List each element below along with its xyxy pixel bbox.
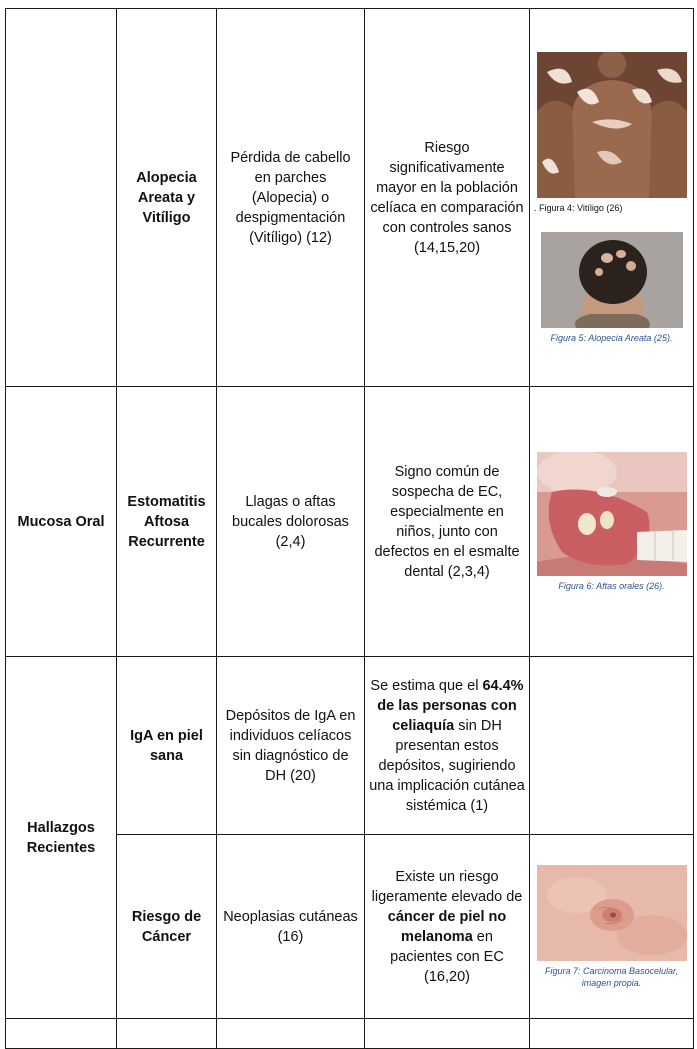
partial-cell-3 bbox=[217, 1019, 365, 1049]
relevance-iga-pre: Se estima que el bbox=[370, 677, 483, 694]
table-row-alopecia bbox=[6, 9, 694, 387]
alopecia-photo bbox=[541, 232, 683, 328]
oral-aphthae-photo bbox=[537, 452, 687, 576]
relevance-cancer bbox=[365, 835, 530, 1019]
description-iga: Depósitos de IgA en individuos celíacos sin diagnóstico de DH (20) bbox=[217, 657, 365, 835]
figure-4-caption: . Figura 4: Vitíligo (26) bbox=[534, 202, 623, 213]
basal-cell-carcinoma-photo bbox=[537, 865, 687, 961]
figure-7-caption: Figura 7: Carcinoma Basocelular, imagen propia. bbox=[544, 965, 679, 988]
relevance-iga-post: sin DH presentan estos depósitos, sugiriendo una implicación cutánea sistémica (1) bbox=[369, 717, 525, 814]
description-oral: Llagas o aftas bucales dolorosas (2,4) bbox=[217, 387, 365, 657]
description-cancer: Neoplasias cutáneas (16) bbox=[217, 835, 365, 1019]
partial-cell-5 bbox=[530, 1019, 694, 1049]
relevance-oral: Signo común de sospecha de EC, especialmente en niños, junto con defectos en el esmalte dental (2,3,4) bbox=[365, 387, 530, 657]
clinical-table bbox=[5, 8, 694, 1049]
condition-alopecia-vitiligo: Alopecia Areata y Vitíligo bbox=[117, 9, 217, 387]
relevance-cancer-pre: Existe un riesgo ligeramente elevado de bbox=[371, 868, 523, 905]
table-row-iga bbox=[6, 657, 694, 835]
figure-cell-iga-empty bbox=[530, 657, 694, 835]
description-alopecia: Pérdida de cabello en parches (Alopecia) o despigmentación (Vitíligo) (12) bbox=[217, 9, 365, 387]
partial-cell-4 bbox=[365, 1019, 530, 1049]
category-mucosa-oral: Mucosa Oral bbox=[6, 387, 117, 657]
figure-cell-cancer bbox=[530, 835, 694, 1019]
figure-cell-oral bbox=[530, 387, 694, 657]
category-cell-empty bbox=[6, 9, 117, 387]
category-hallazgos-recientes: Hallazgos Recientes bbox=[6, 657, 117, 1019]
relevance-iga-bold: 64.4% de las personas con celiaquía bbox=[377, 677, 524, 734]
table-row-oral bbox=[6, 387, 694, 657]
figure-cell-alopecia bbox=[530, 9, 694, 387]
relevance-cancer-post: en pacientes con EC (16,20) bbox=[390, 928, 504, 985]
figure-6-caption: Figura 6: Aftas orales (26). bbox=[558, 580, 665, 591]
condition-iga: IgA en piel sana bbox=[117, 657, 217, 835]
table-row-next-partial bbox=[6, 1019, 694, 1049]
condition-estomatitis: Estomatitis Aftosa Recurrente bbox=[117, 387, 217, 657]
vitiligo-photo bbox=[537, 52, 687, 198]
relevance-cancer-bold: cáncer de piel no melanoma bbox=[387, 908, 507, 945]
relevance-alopecia: Riesgo significativamente mayor en la población celíaca en comparación con controles sanos (14,15,20) bbox=[365, 9, 530, 387]
partial-cell-1 bbox=[6, 1019, 117, 1049]
partial-cell-2 bbox=[117, 1019, 217, 1049]
figure-5-caption: Figura 5: Alopecia Areata (25). bbox=[550, 332, 673, 343]
relevance-iga bbox=[365, 657, 530, 835]
condition-cancer: Riesgo de Cáncer bbox=[117, 835, 217, 1019]
